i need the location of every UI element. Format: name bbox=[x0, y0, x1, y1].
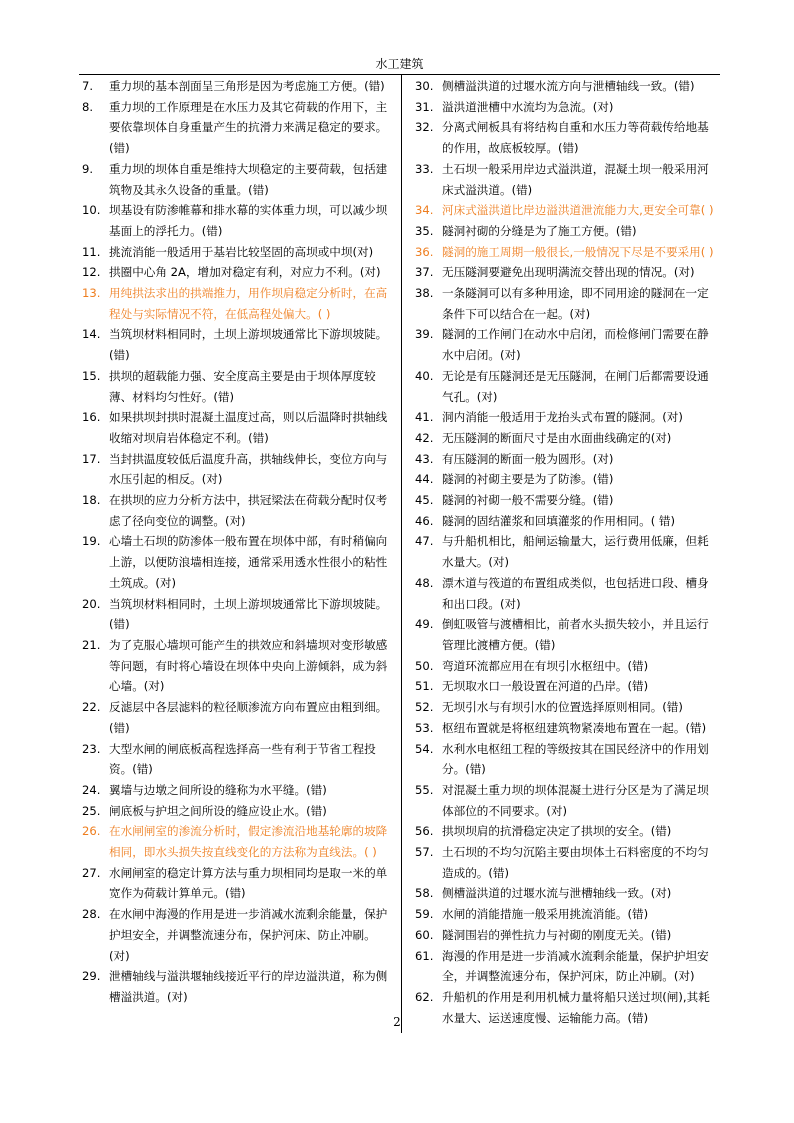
question-text: 倒虹吸管与渡槽相比，前者水头损失较小，并且运行管理比渡槽方便。(错) bbox=[442, 617, 709, 652]
question-text: 侧槽溢洪道的过堰水流与泄槽轴线一致。(对) bbox=[442, 886, 672, 901]
question-number: 57. bbox=[415, 845, 434, 860]
question-text: 无坝引水与有坝引水的位置选择原则相同。(错) bbox=[442, 700, 683, 715]
question-text: 隧洞的衬砌一般不需要分缝。(错) bbox=[442, 493, 614, 508]
question-number: 58. bbox=[415, 886, 434, 901]
question-text: 河床式溢洪道比岸边溢洪道泄流能力大,更安全可靠( ) bbox=[442, 203, 714, 218]
question-text: 在水闸中海漫的作用是进一步消减水流剩余能量，保护护坦安全，并调整流速分布，保护河床、防止冲刷。(对) bbox=[109, 907, 388, 963]
question-item bbox=[412, 449, 720, 470]
question-item bbox=[412, 697, 720, 718]
question-text: 对混凝土重力坝的坝体混凝土进行分区是为了满足坝体部位的不同要求。(对) bbox=[442, 782, 709, 818]
question-item bbox=[79, 780, 393, 801]
question-item bbox=[79, 242, 393, 263]
column-divider bbox=[401, 75, 402, 1033]
question-number: 7. bbox=[82, 79, 94, 93]
question-text: 隧洞的固结灌浆和回填灌浆的作用相同。( 错) bbox=[442, 513, 676, 528]
question-number: 47. bbox=[415, 534, 434, 549]
question-number: 37. bbox=[415, 265, 434, 280]
question-item bbox=[79, 262, 393, 283]
question-item bbox=[412, 76, 720, 97]
question-item bbox=[79, 449, 393, 490]
question-number: 39. bbox=[415, 327, 434, 342]
question-item bbox=[79, 966, 393, 1007]
question-text: 用纯拱法求出的拱端推力，用作坝肩稳定分析时，在高程处与实际情况不符，在低高程处偏大。( ) bbox=[109, 286, 388, 321]
question-number: 23. bbox=[82, 741, 101, 756]
question-item bbox=[79, 159, 393, 200]
question-number: 40. bbox=[415, 368, 434, 383]
question-item bbox=[79, 324, 393, 365]
question-item bbox=[79, 801, 393, 822]
question-text: 大型水闸的闸底板高程选择高一些有利于节省工程投资。(错) bbox=[109, 741, 376, 777]
question-text: 在拱坝的应力分析方法中，拱冠梁法在荷载分配时仅考虑了径向变位的调整。(对) bbox=[109, 493, 388, 528]
question-item bbox=[412, 821, 720, 842]
question-text: 重力坝的坝体自重是维持大坝稳定的主要荷载，包括建筑物及其永久设备的重量。(错) bbox=[109, 161, 388, 197]
question-text: 侧槽溢洪道的过堰水流方向与泄槽轴线一致。(错) bbox=[442, 79, 695, 93]
question-number: 35. bbox=[415, 223, 434, 238]
question-number: 46. bbox=[415, 513, 434, 528]
question-number: 32. bbox=[415, 120, 434, 135]
question-item bbox=[412, 117, 720, 158]
question-item bbox=[79, 490, 393, 531]
question-item bbox=[412, 614, 720, 655]
question-text: 隧洞的衬砌主要是为了防渗。(错) bbox=[442, 472, 614, 487]
question-text: 有压隧洞的断面一般为圆形。(对) bbox=[442, 451, 614, 466]
question-number: 22. bbox=[82, 700, 101, 715]
question-item bbox=[412, 221, 720, 242]
question-number: 31. bbox=[415, 99, 434, 114]
question-number: 28. bbox=[82, 907, 101, 922]
question-number: 45. bbox=[415, 493, 434, 508]
question-item bbox=[79, 739, 393, 780]
question-text: 如果拱坝封拱时混凝土温度过高，则以后温降时拱轴线收缩对坝肩岩体稳定不利。(错) bbox=[109, 410, 388, 445]
question-number: 52. bbox=[415, 700, 434, 715]
question-text: 泄槽轴线与溢洪堰轴线接近平行的岸边溢洪道，称为侧槽溢洪道。(对) bbox=[109, 969, 388, 1004]
question-text: 弯道环流都应用在有坝引水枢纽中。(错) bbox=[442, 658, 649, 673]
question-number: 53. bbox=[415, 720, 434, 735]
question-number: 55. bbox=[415, 782, 434, 797]
question-number: 8. bbox=[82, 99, 94, 114]
question-item bbox=[412, 676, 720, 697]
question-item bbox=[412, 469, 720, 490]
question-item bbox=[79, 904, 393, 966]
right-column bbox=[412, 76, 720, 1028]
question-number: 56. bbox=[415, 824, 434, 839]
question-item bbox=[412, 573, 720, 614]
question-text: 升船机的作用是利用机械力量将船只送过坝(闸),其耗水量大、运送速度慢、运输能力高。(错) bbox=[442, 989, 710, 1025]
question-number: 48. bbox=[415, 575, 434, 590]
question-item bbox=[412, 490, 720, 511]
question-text: 水闸的消能措施一般采用挑流消能。(错) bbox=[442, 907, 649, 922]
question-item bbox=[412, 883, 720, 904]
question-item bbox=[412, 200, 720, 221]
question-text: 无坝取水口一般设置在河道的凸岸。(错) bbox=[442, 679, 649, 694]
question-text: 枢纽布置就是将枢纽建筑物紧凑地布置在一起。(错) bbox=[442, 720, 707, 735]
question-number: 14. bbox=[82, 327, 101, 342]
question-item bbox=[79, 863, 393, 904]
question-number: 24. bbox=[82, 782, 101, 797]
question-text: 无论是有压隧洞还是无压隧洞，在闸门后都需要设通气孔。(对) bbox=[442, 368, 709, 404]
question-item bbox=[412, 428, 720, 449]
question-item bbox=[79, 283, 393, 324]
question-item bbox=[412, 262, 720, 283]
question-number: 34. bbox=[415, 203, 434, 218]
question-number: 41. bbox=[415, 410, 434, 425]
question-item bbox=[412, 904, 720, 925]
question-item bbox=[412, 366, 720, 407]
question-number: 10. bbox=[82, 203, 101, 218]
question-item bbox=[79, 594, 393, 635]
question-number: 27. bbox=[82, 865, 101, 880]
question-item bbox=[79, 697, 393, 738]
question-text: 一条隧洞可以有多种用途，即不同用途的隧洞在一定条件下可以结合在一起。(对) bbox=[442, 286, 709, 321]
question-number: 50. bbox=[415, 658, 434, 673]
question-item bbox=[79, 97, 393, 159]
question-item bbox=[412, 739, 720, 780]
question-text: 反滤层中各层滤料的粒径顺渗流方向布置应由粗到细。(错) bbox=[109, 700, 388, 735]
question-text: 当封拱温度较低后温度升高，拱轴线伸长，变位方向与水压引起的相反。(对) bbox=[109, 451, 388, 487]
question-text: 隧洞的工作闸门在动水中启闭，而检修闸门需要在静水中启闭。(对) bbox=[442, 327, 709, 363]
question-text: 水闸闸室的稳定计算方法与重力坝相同均是取一米的单宽作为荷载计算单元。(错) bbox=[109, 865, 388, 901]
question-number: 13. bbox=[82, 286, 101, 301]
question-number: 21. bbox=[82, 637, 101, 652]
question-text: 海漫的作用是进一步消减水流剩余能量，保护护坦安全，并调整流速分布，保护河床，防止冲刷。(对) bbox=[442, 948, 709, 984]
question-item bbox=[412, 283, 720, 324]
question-text: 拱坝的超载能力强、安全度高主要是由于坝体厚度较薄、材料均匀性好。(错) bbox=[109, 368, 376, 404]
question-item bbox=[412, 511, 720, 532]
question-text: 重力坝的工作原理是在水压力及其它荷载的作用下，主要依靠坝体自身重量产生的抗滑力来满足稳定的要求。(错) bbox=[109, 99, 388, 156]
left-column bbox=[79, 76, 393, 1008]
question-text: 隧洞衬砌的分缝是为了施工方便。(错) bbox=[442, 223, 637, 238]
question-number: 15. bbox=[82, 368, 101, 383]
question-number: 60. bbox=[415, 927, 434, 942]
question-item bbox=[412, 842, 720, 883]
question-number: 54. bbox=[415, 741, 434, 756]
question-text: 拱圈中心角 2A，增加对稳定有利，对应力不利。(对) bbox=[109, 265, 381, 280]
question-text: 心墙土石坝的防渗体一般布置在坝体中部，有时稍偏向上游，以便防浪墙相连接，通常采用透水性很小的粘性土筑成。(对) bbox=[109, 534, 388, 590]
question-text: 翼墙与边墩之间所设的缝称为水平缝。(错) bbox=[109, 782, 327, 797]
question-text: 无压隧洞要避免出现明满流交替出现的情况。(对) bbox=[442, 265, 695, 280]
question-number: 25. bbox=[82, 803, 101, 818]
question-text: 水利水电枢纽工程的等级按其在国民经济中的作用划分。(错) bbox=[442, 741, 709, 777]
question-number: 43. bbox=[415, 451, 434, 466]
question-item bbox=[412, 407, 720, 428]
question-item bbox=[412, 925, 720, 946]
page-header bbox=[79, 55, 720, 75]
question-number: 42. bbox=[415, 430, 434, 445]
question-item bbox=[412, 656, 720, 677]
question-item bbox=[412, 531, 720, 572]
question-number: 12. bbox=[82, 265, 101, 280]
question-number: 36. bbox=[415, 244, 434, 259]
question-item bbox=[79, 635, 393, 697]
question-number: 30. bbox=[415, 79, 434, 93]
header-title: 水工建筑 bbox=[375, 57, 424, 71]
question-item bbox=[412, 946, 720, 987]
question-number: 19. bbox=[82, 534, 101, 549]
question-number: 18. bbox=[82, 493, 101, 508]
question-item bbox=[79, 366, 393, 407]
question-text: 为了克服心墙坝可能产生的拱效应和斜墙坝对变形敏感等问题，有时将心墙设在坝体中央向上游倾斜，成为斜心墙。(对) bbox=[109, 637, 388, 694]
question-number: 33. bbox=[415, 161, 434, 176]
question-number: 61. bbox=[415, 948, 434, 963]
question-item bbox=[412, 324, 720, 365]
question-number: 11. bbox=[82, 244, 101, 259]
question-number: 59. bbox=[415, 907, 434, 922]
question-item bbox=[79, 407, 393, 448]
question-text: 当筑坝材料相同时，土坝上游坝坡通常比下游坝坡陡。(错) bbox=[109, 327, 388, 363]
question-text: 土石坝一般采用岸边式溢洪道，混凝土坝一般采用河床式溢洪道。(错) bbox=[442, 161, 709, 197]
question-item bbox=[79, 76, 393, 97]
question-text: 与升船机相比，船闸运输量大，运行费用低廉，但耗水量大。(对) bbox=[442, 534, 709, 570]
question-item bbox=[79, 200, 393, 241]
page-number: 2 bbox=[393, 1015, 401, 1029]
question-number: 26. bbox=[82, 824, 101, 839]
question-number: 9. bbox=[82, 161, 94, 176]
question-item bbox=[412, 242, 720, 263]
question-text: 当筑坝材料相同时，土坝上游坝坡通常比下游坝坡陡。(错) bbox=[109, 596, 388, 632]
question-item bbox=[412, 718, 720, 739]
question-text: 坝基设有防渗帷幕和排水幕的实体重力坝，可以减少坝基面上的浮托力。(错) bbox=[109, 203, 388, 238]
question-item bbox=[412, 159, 720, 200]
question-text: 无压隧洞的断面尺寸是由水面曲线确定的(对) bbox=[442, 430, 672, 445]
question-number: 44. bbox=[415, 472, 434, 487]
question-number: 17. bbox=[82, 451, 101, 466]
question-number: 20. bbox=[82, 596, 101, 611]
question-text: 漂木道与筏道的布置组成类似，也包括进口段、槽身和出口段。(对) bbox=[442, 575, 709, 611]
question-text: 在水闸闸室的渗流分析时，假定渗流沿地基轮廓的坡降相同，即水头损失按直线变化的方法称为直线法。( ) bbox=[109, 824, 388, 860]
question-text: 溢洪道泄槽中水流均为急流。(对) bbox=[442, 99, 614, 114]
question-item bbox=[412, 97, 720, 118]
question-text: 隧洞围岩的弹性抗力与衬砌的刚度无关。(错) bbox=[442, 927, 672, 942]
question-number: 49. bbox=[415, 617, 434, 632]
question-number: 51. bbox=[415, 679, 434, 694]
question-item bbox=[412, 780, 720, 821]
question-text: 闸底板与护坦之间所设的缝应设止水。(错) bbox=[109, 803, 327, 818]
question-text: 重力坝的基本剖面呈三角形是因为考虑施工方便。(错) bbox=[109, 79, 385, 93]
question-number: 38. bbox=[415, 286, 434, 301]
question-item bbox=[79, 531, 393, 593]
question-text: 拱坝坝肩的抗滑稳定决定了拱坝的安全。(错) bbox=[442, 824, 672, 839]
question-number: 16. bbox=[82, 410, 101, 425]
question-text: 隧洞的施工周期一般很长,一般情况下尽是不要采用( ) bbox=[442, 244, 714, 259]
question-text: 挑流消能一般适用于基岩比较坚固的高坝或中坝(对) bbox=[109, 244, 374, 259]
question-item bbox=[79, 821, 393, 862]
question-text: 土石坝的不均匀沉陷主要由坝体土石料密度的不均匀造成的。(错) bbox=[442, 845, 709, 880]
question-number: 62. bbox=[415, 989, 434, 1004]
question-text: 分离式闸板具有将结构自重和水压力等荷载传给地基的作用，故底板较厚。(错) bbox=[442, 120, 709, 156]
question-text: 洞内消能一般适用于龙抬头式布置的隧洞。(对) bbox=[442, 410, 683, 425]
question-number: 29. bbox=[82, 969, 101, 984]
